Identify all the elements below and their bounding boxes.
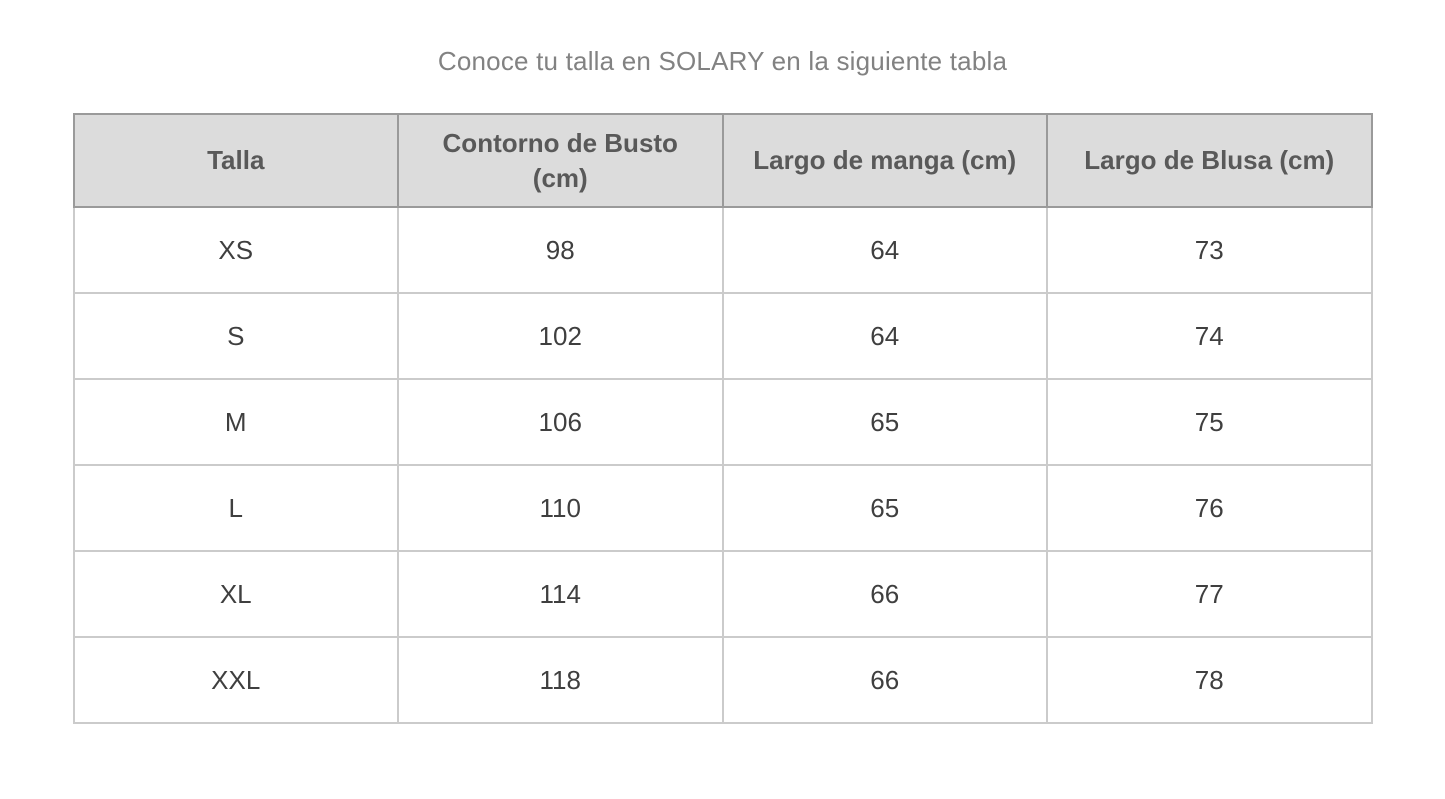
table-row-m (74, 379, 1372, 465)
cell-busto: 118 (398, 637, 723, 723)
cell-size: XL (74, 551, 399, 637)
col-header-talla-label: Talla (207, 145, 265, 176)
cell-size: M (74, 379, 399, 465)
cell-size: L (74, 465, 399, 551)
cell-blusa: 75 (1047, 379, 1372, 465)
cell-manga: 65 (723, 379, 1048, 465)
col-header-largo-blusa (1047, 114, 1372, 207)
cell-blusa: 77 (1047, 551, 1372, 637)
cell-size: S (74, 293, 399, 379)
cell-blusa: 78 (1047, 637, 1372, 723)
header-row (74, 114, 1372, 207)
size-table-body (74, 207, 1372, 723)
page-title: Conoce tu talla en SOLARY en la siguiente tabla (437, 46, 1008, 76)
table-row-xs (74, 207, 1372, 293)
cell-busto: 110 (398, 465, 723, 551)
cell-blusa: 76 (1047, 465, 1372, 551)
cell-manga: 66 (723, 551, 1048, 637)
col-header-largo-manga-label: Largo de manga (cm) (753, 145, 1017, 176)
col-header-contorno-busto-label: Contorno de Busto (cm) (442, 127, 678, 193)
cell-blusa: 74 (1047, 293, 1372, 379)
size-table-head (74, 114, 1372, 207)
cell-manga: 64 (723, 207, 1048, 293)
table-row-xxl (74, 637, 1372, 723)
col-header-largo-blusa-label: Largo de Blusa (cm) (1084, 145, 1335, 176)
cell-blusa: 73 (1047, 207, 1372, 293)
cell-manga: 66 (723, 637, 1048, 723)
col-header-largo-manga (723, 114, 1048, 207)
cell-busto: 102 (398, 293, 723, 379)
cell-size: XS (74, 207, 399, 293)
cell-size: XXL (74, 637, 399, 723)
cell-busto: 114 (398, 551, 723, 637)
table-row-s (74, 293, 1372, 379)
table-row-xl (74, 551, 1372, 637)
size-table (73, 113, 1373, 724)
cell-manga: 65 (723, 465, 1048, 551)
col-header-contorno-busto (398, 114, 723, 207)
table-row-l (74, 465, 1372, 551)
cell-busto: 106 (398, 379, 723, 465)
col-header-talla (74, 114, 399, 207)
cell-manga: 64 (723, 293, 1048, 379)
cell-busto: 98 (398, 207, 723, 293)
